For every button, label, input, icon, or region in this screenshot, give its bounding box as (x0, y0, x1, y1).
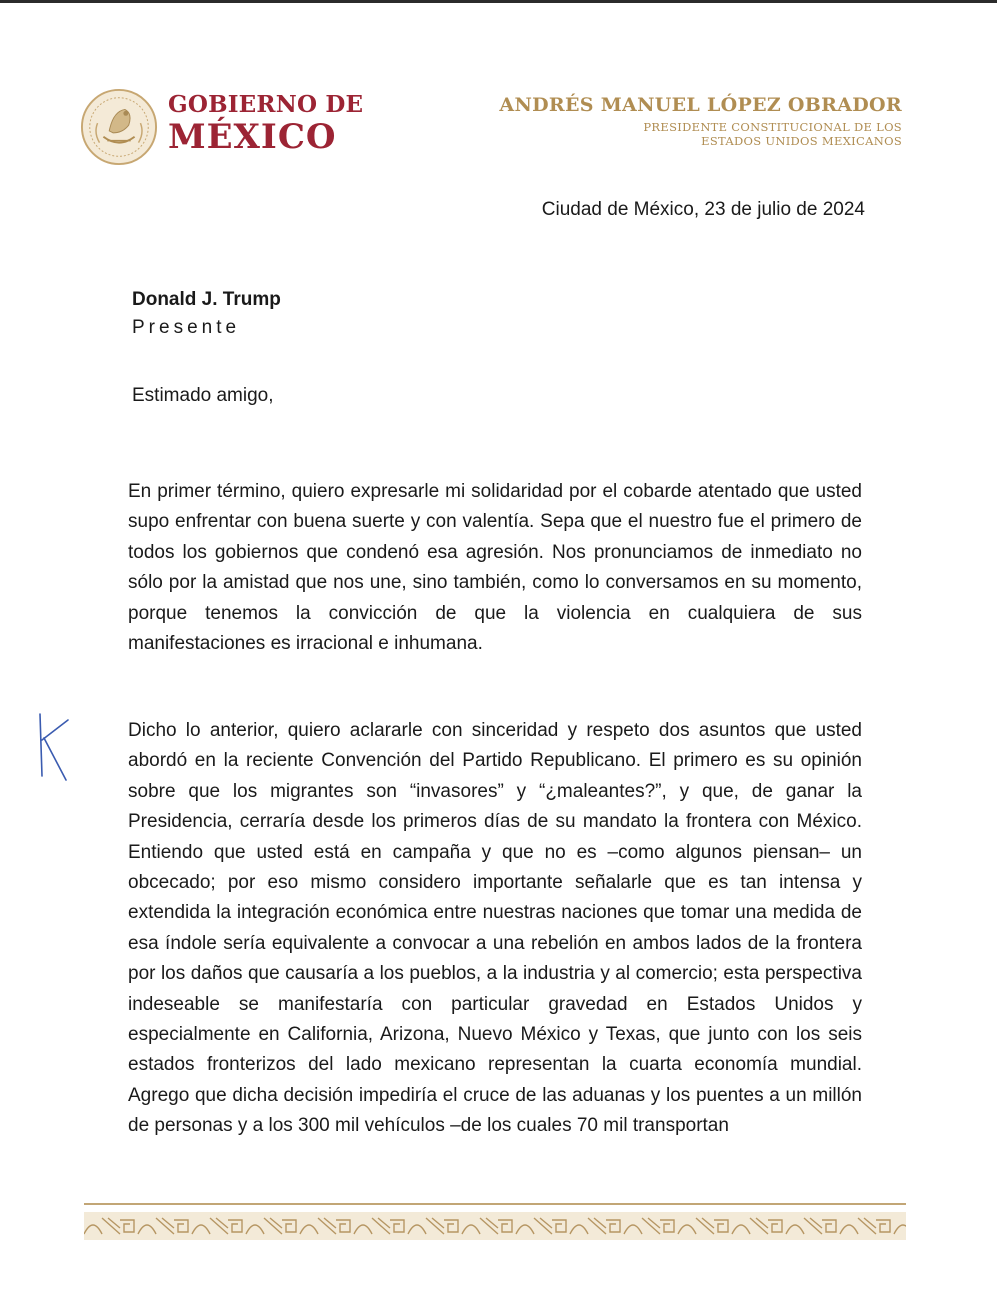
scan-top-edge (0, 0, 997, 3)
body-paragraph-2: Dicho lo anterior, quiero aclararle con sinceridad y respeto dos asuntos que usted abordó en la reciente Convención del Partido Republicano. El primero es su opinión sobre que los migrantes son “invasores” y “¿maleantes?”, y que, de ganar la Presidencia, cerraría desde los primeros días de su mandato la frontera con México. Entiendo que usted está en campaña y que no es –como algunos piensan– un obcecado; por eso mismo considero importante señalarle que es tan intensa y extendida la integración económica entre nuestras naciones que tomar una medida de esa índole sería equivalente a convocar a una rebelión en ambos lados de la frontera por los daños que causaría a los pueblos, a la industria y al comercio; esta perspectiva indeseable se manifestaría con particular gravedad en Estados Unidos y especialmente en California, Arizona, Nuevo México y Texas, que junto con los seis estados fronterizos del lado mexicano representan la cuarta economía mundial. Agrego que dicha decisión impediría el cruce de las aduanas y los puentes a un millón de personas y a los 300 mil vehículos –de los cuales 70 mil transportan (128, 720, 862, 1137)
government-logo-text (168, 91, 364, 157)
recipient-block (132, 286, 281, 342)
sender-title (499, 120, 902, 148)
logo-line-mexico: MÉXICO (168, 117, 337, 157)
sender-block (499, 94, 902, 148)
date-line: Ciudad de México, 23 de julio de 2024 (541, 199, 865, 220)
handwritten-mark-icon (34, 710, 74, 782)
logo-line-gobierno: GOBIERNO DE (168, 91, 364, 118)
footer-rule (84, 1203, 906, 1205)
sender-title-line2: ESTADOS UNIDOS MEXICANOS (701, 134, 902, 148)
recipient-name: Donald J. Trump (132, 289, 281, 310)
decorative-fret-band-icon (84, 1212, 906, 1240)
body-paragraph-1: En primer término, quiero expresarle mi solidaridad por el cobarde atentado que usted supo enfrentar con buena suerte y con valentía. Sepa que el nuestro fue el primero de todos los gobiernos que condenó esa agresión. Nos pronunciamos de inmediato no sólo por la amistad que nos une, sino también, como lo conversamos en su momento, porque tenemos la convicción de que la violencia en cualquiera de sus manifestaciones es irracional e inhumana. (128, 481, 862, 655)
coat-of-arms-seal-icon (80, 88, 158, 166)
sender-title-line1: PRESIDENTE CONSTITUCIONAL DE LOS (643, 120, 902, 134)
recipient-presente: Presente (132, 317, 241, 338)
salutation: Estimado amigo, (132, 385, 274, 406)
sender-name: ANDRÉS MANUEL LÓPEZ OBRADOR (499, 94, 902, 116)
